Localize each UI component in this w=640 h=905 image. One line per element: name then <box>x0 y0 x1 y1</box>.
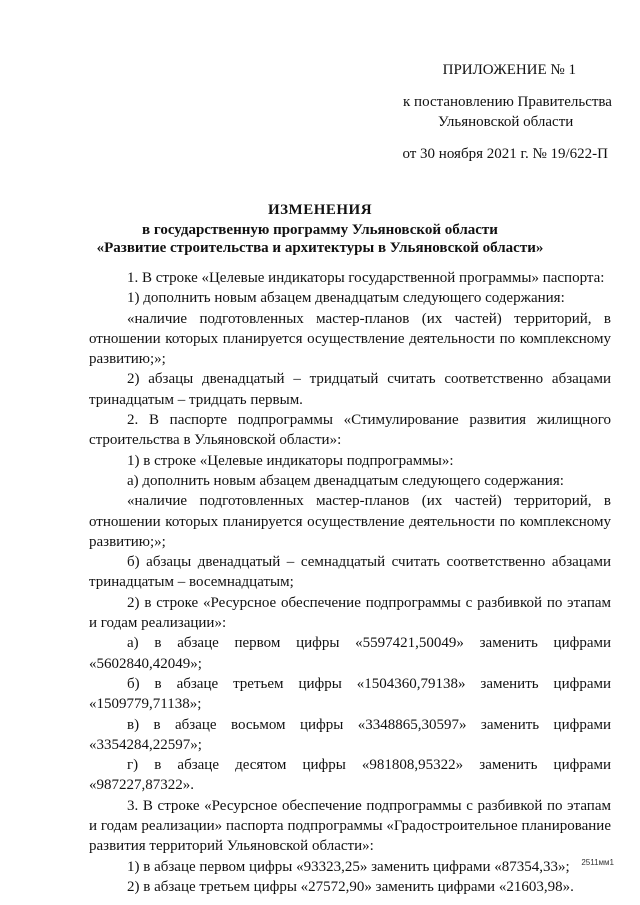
resolution-date-number: от 30 ноября 2021 г. № 19/622-П <box>402 146 608 162</box>
paragraph-2: 1) дополнить новым абзацем двенадцатым следующего содержания: <box>127 290 565 307</box>
footer-code: 2511мм1 <box>581 858 614 867</box>
document-body <box>89 268 611 897</box>
paragraph-16: 1) в абзаце первом цифры «93323,25» заменить цифрами «87354,33»; <box>127 858 570 875</box>
paragraph-4: 2) абзацы двенадцатый – тридцатый считать соответственно абзацами тринадцатым – тридцать первым. <box>89 371 611 408</box>
paragraph-3: «наличие подготовленных мастер-планов (их частей) территорий, в отношении которых планируется осуществление деятельности по комплексному развитию;»; <box>89 310 611 368</box>
paragraph-10: 2) в строке «Ресурсное обеспечение подпрограммы с разбивкой по этапам и годам реализации»: <box>89 594 611 632</box>
paragraph-1: 1. В строке «Целевые индикаторы государственной программы» паспорта: <box>127 270 605 286</box>
paragraph-8: «наличие подготовленных мастер-планов (их частей) территорий, в отношении которых планируется осуществление деятельности по комплексному развитию;»; <box>89 493 611 550</box>
document-title: ИЗМЕНЕНИЯ <box>267 202 373 218</box>
paragraph-15: 3. В строке «Ресурсное обеспечение подпрограммы с разбивкой по этапам и годам реализации» паспорта подпрограммы «Градостроительное планирование развития территорий Ульяновской области»: <box>89 797 611 855</box>
resolution-line-2: Ульяновской области <box>438 114 574 130</box>
paragraph-12: б) в абзаце третьем цифры «1504360,79138» заменить цифрами «1509779,71138»; <box>89 675 611 713</box>
paragraph-6: 1) в строке «Целевые индикаторы подпрограммы»: <box>127 452 454 469</box>
resolution-line-1: к постановлению Правительства <box>403 94 612 110</box>
document-subtitle-line-2: «Развитие строительства и архитектуры в Ульяновской области» <box>96 240 544 256</box>
document-subtitle-line-1: в государственную программу Ульяновской области <box>142 222 498 238</box>
paragraph-11: а) в абзаце первом цифры «5597421,50049» заменить цифрами «5602840,42049»; <box>89 635 611 672</box>
paragraph-17: 2) в абзаце третьем цифры «27572,90» заменить цифрами «21603,98». <box>127 878 574 895</box>
paragraph-5: 2. В паспорте подпрограммы «Стимулирование развития жилищного строительства в Ульяновской области»: <box>89 412 611 449</box>
paragraph-9: б) абзацы двенадцатый – семнадцатый считать соответственно абзацами тринадцатым – восемнадцатым; <box>89 554 611 591</box>
appendix-label: ПРИЛОЖЕНИЕ № 1 <box>442 62 576 78</box>
paragraph-7: а) дополнить новым абзацем двенадцатым следующего содержания: <box>127 472 564 489</box>
paragraph-13: в) в абзаце восьмом цифры «3348865,30597» заменить цифрами «3354284,22597»; <box>89 716 611 753</box>
paragraph-14: г) в абзаце десятом цифры «981808,95322» заменить цифрами «987227,87322». <box>89 757 611 794</box>
